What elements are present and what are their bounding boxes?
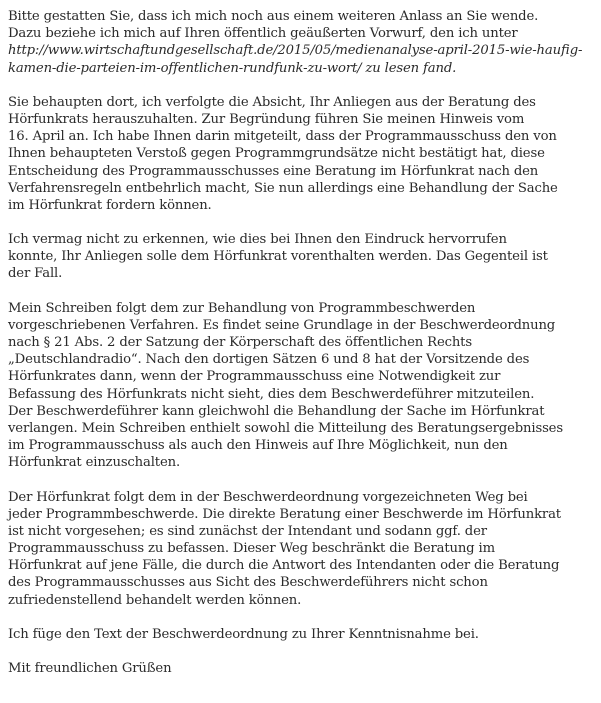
text-line: Der Hörfunkrat folgt dem in der Beschwerdeordnung vorgezeichneten Weg bei: [8, 489, 528, 505]
closing-salutation: [8, 660, 601, 677]
text-line: vorgeschriebenen Verfahren. Es findet seine Grundlage in der Beschwerdeordnung: [8, 317, 556, 333]
text-line: des Programmausschusses aus Sicht des Beschwerdeführers nicht schon: [8, 575, 488, 591]
text-line: Der Beschwerdeführer kann gleichwohl die Behandlung der Sache im Hörfunkrat: [8, 403, 545, 419]
text-line: jeder Programmbeschwerde. Die direkte Beratung einer Beschwerde im Hörfunkrat: [8, 506, 561, 522]
text-line: im Hörfunkrat fordern können.: [8, 197, 212, 213]
paragraph-enclosure: [8, 626, 601, 643]
text-line: Hörfunkrat einzuschalten.: [8, 455, 180, 471]
text-line: Bitte gestatten Sie, dass ich mich noch aus einem weiteren Anlass an Sie wende.: [8, 9, 539, 24]
text-line: Sie behaupten dort, ich verfolgte die Absicht, Ihr Anliegen aus der Beratung des: [8, 94, 536, 110]
text-line: Ich vermag nicht zu erkennen, wie dies bei Ihnen den Eindruck hervorrufen: [8, 232, 507, 248]
text-line: Entscheidung des Programmausschusses eine Beratung im Hörfunkrat nach den: [8, 163, 539, 179]
text-line: Ich füge den Text der Beschwerdeordnung zu Ihrer Kenntnisnahme bei.: [8, 626, 479, 642]
text-line: Dazu beziehe ich mich auf Ihren öffentlich geäußerten Vorwurf, den ich unter: [8, 26, 518, 42]
text-line: Mein Schreiben folgt dem zur Behandlung von Programmbeschwerden: [8, 300, 476, 316]
paragraph-process: [8, 489, 601, 609]
text-line: Hörfunkrat auf jene Fälle, die durch die Antwort des Intendanten oder die Beratung: [8, 558, 560, 574]
text-line: Verfahrensregeln entbehrlich macht, Sie nun allerdings eine Behandlung der Sache: [8, 180, 558, 196]
url-text: kamen-die-parteien-im-offentlichen-rundfunk-zu-wort/ zu lesen fand.: [8, 60, 457, 76]
closing-text: Mit freundlichen Grüßen: [8, 661, 172, 676]
text-line: Hörfunkrats herauszuhalten. Zur Begründung führen Sie meinen Hinweis vom: [8, 111, 525, 127]
paragraph-procedure: [8, 300, 601, 472]
url-text-line: http://www.wirtschaftundgesellschaft.de/2015/05/medienanalyse-april-2015-wie-haufig-: [8, 43, 583, 59]
text-line: „Deutschlandradio“. Nach den dortigen Sätzen 6 und 8 hat der Vorsitzende des: [8, 352, 530, 368]
text-line: zufriedenstellend behandelt werden können.: [8, 592, 302, 608]
text-line: der Fall.: [8, 266, 63, 282]
text-line: konnte, Ihr Anliegen solle dem Hörfunkrat vorenthalten werden. Das Gegenteil ist: [8, 249, 548, 265]
paragraph-request: [8, 8, 601, 77]
paragraph-claim: [8, 94, 601, 214]
text-line: Hörfunkrates dann, wenn der Programmausschuss eine Notwendigkeit zur: [8, 369, 501, 385]
paragraph-response: [8, 231, 601, 283]
text-line: Programmausschuss zu befassen. Dieser Weg beschränkt die Beratung im: [8, 541, 495, 557]
url-text-line: [8, 60, 601, 77]
text-line: ist nicht vorgesehen; es sind zunächst der Intendant und sodann ggf. der: [8, 523, 487, 539]
text-line: im Programmausschuss als auch den Hinweis auf Ihre Möglichkeit, nun den: [8, 438, 508, 454]
text-line: verlangen. Mein Schreiben enthielt sowohl die Mitteilung des Beratungsergebnisses: [8, 420, 563, 436]
text-line: Befassung des Hörfunkrats nicht sieht, dies dem Beschwerdeführer mitzuteilen.: [8, 386, 535, 402]
text-line: Ihnen behaupteten Verstoß gegen Programmgrundsätze nicht bestätigt hat, diese: [8, 146, 545, 162]
text-line: nach § 21 Abs. 2 der Satzung der Körperschaft des öffentlichen Rechts: [8, 335, 472, 350]
text-line: 16. April an. Ich habe Ihnen darin mitgeteilt, dass der Programmausschuss den von: [8, 129, 557, 145]
